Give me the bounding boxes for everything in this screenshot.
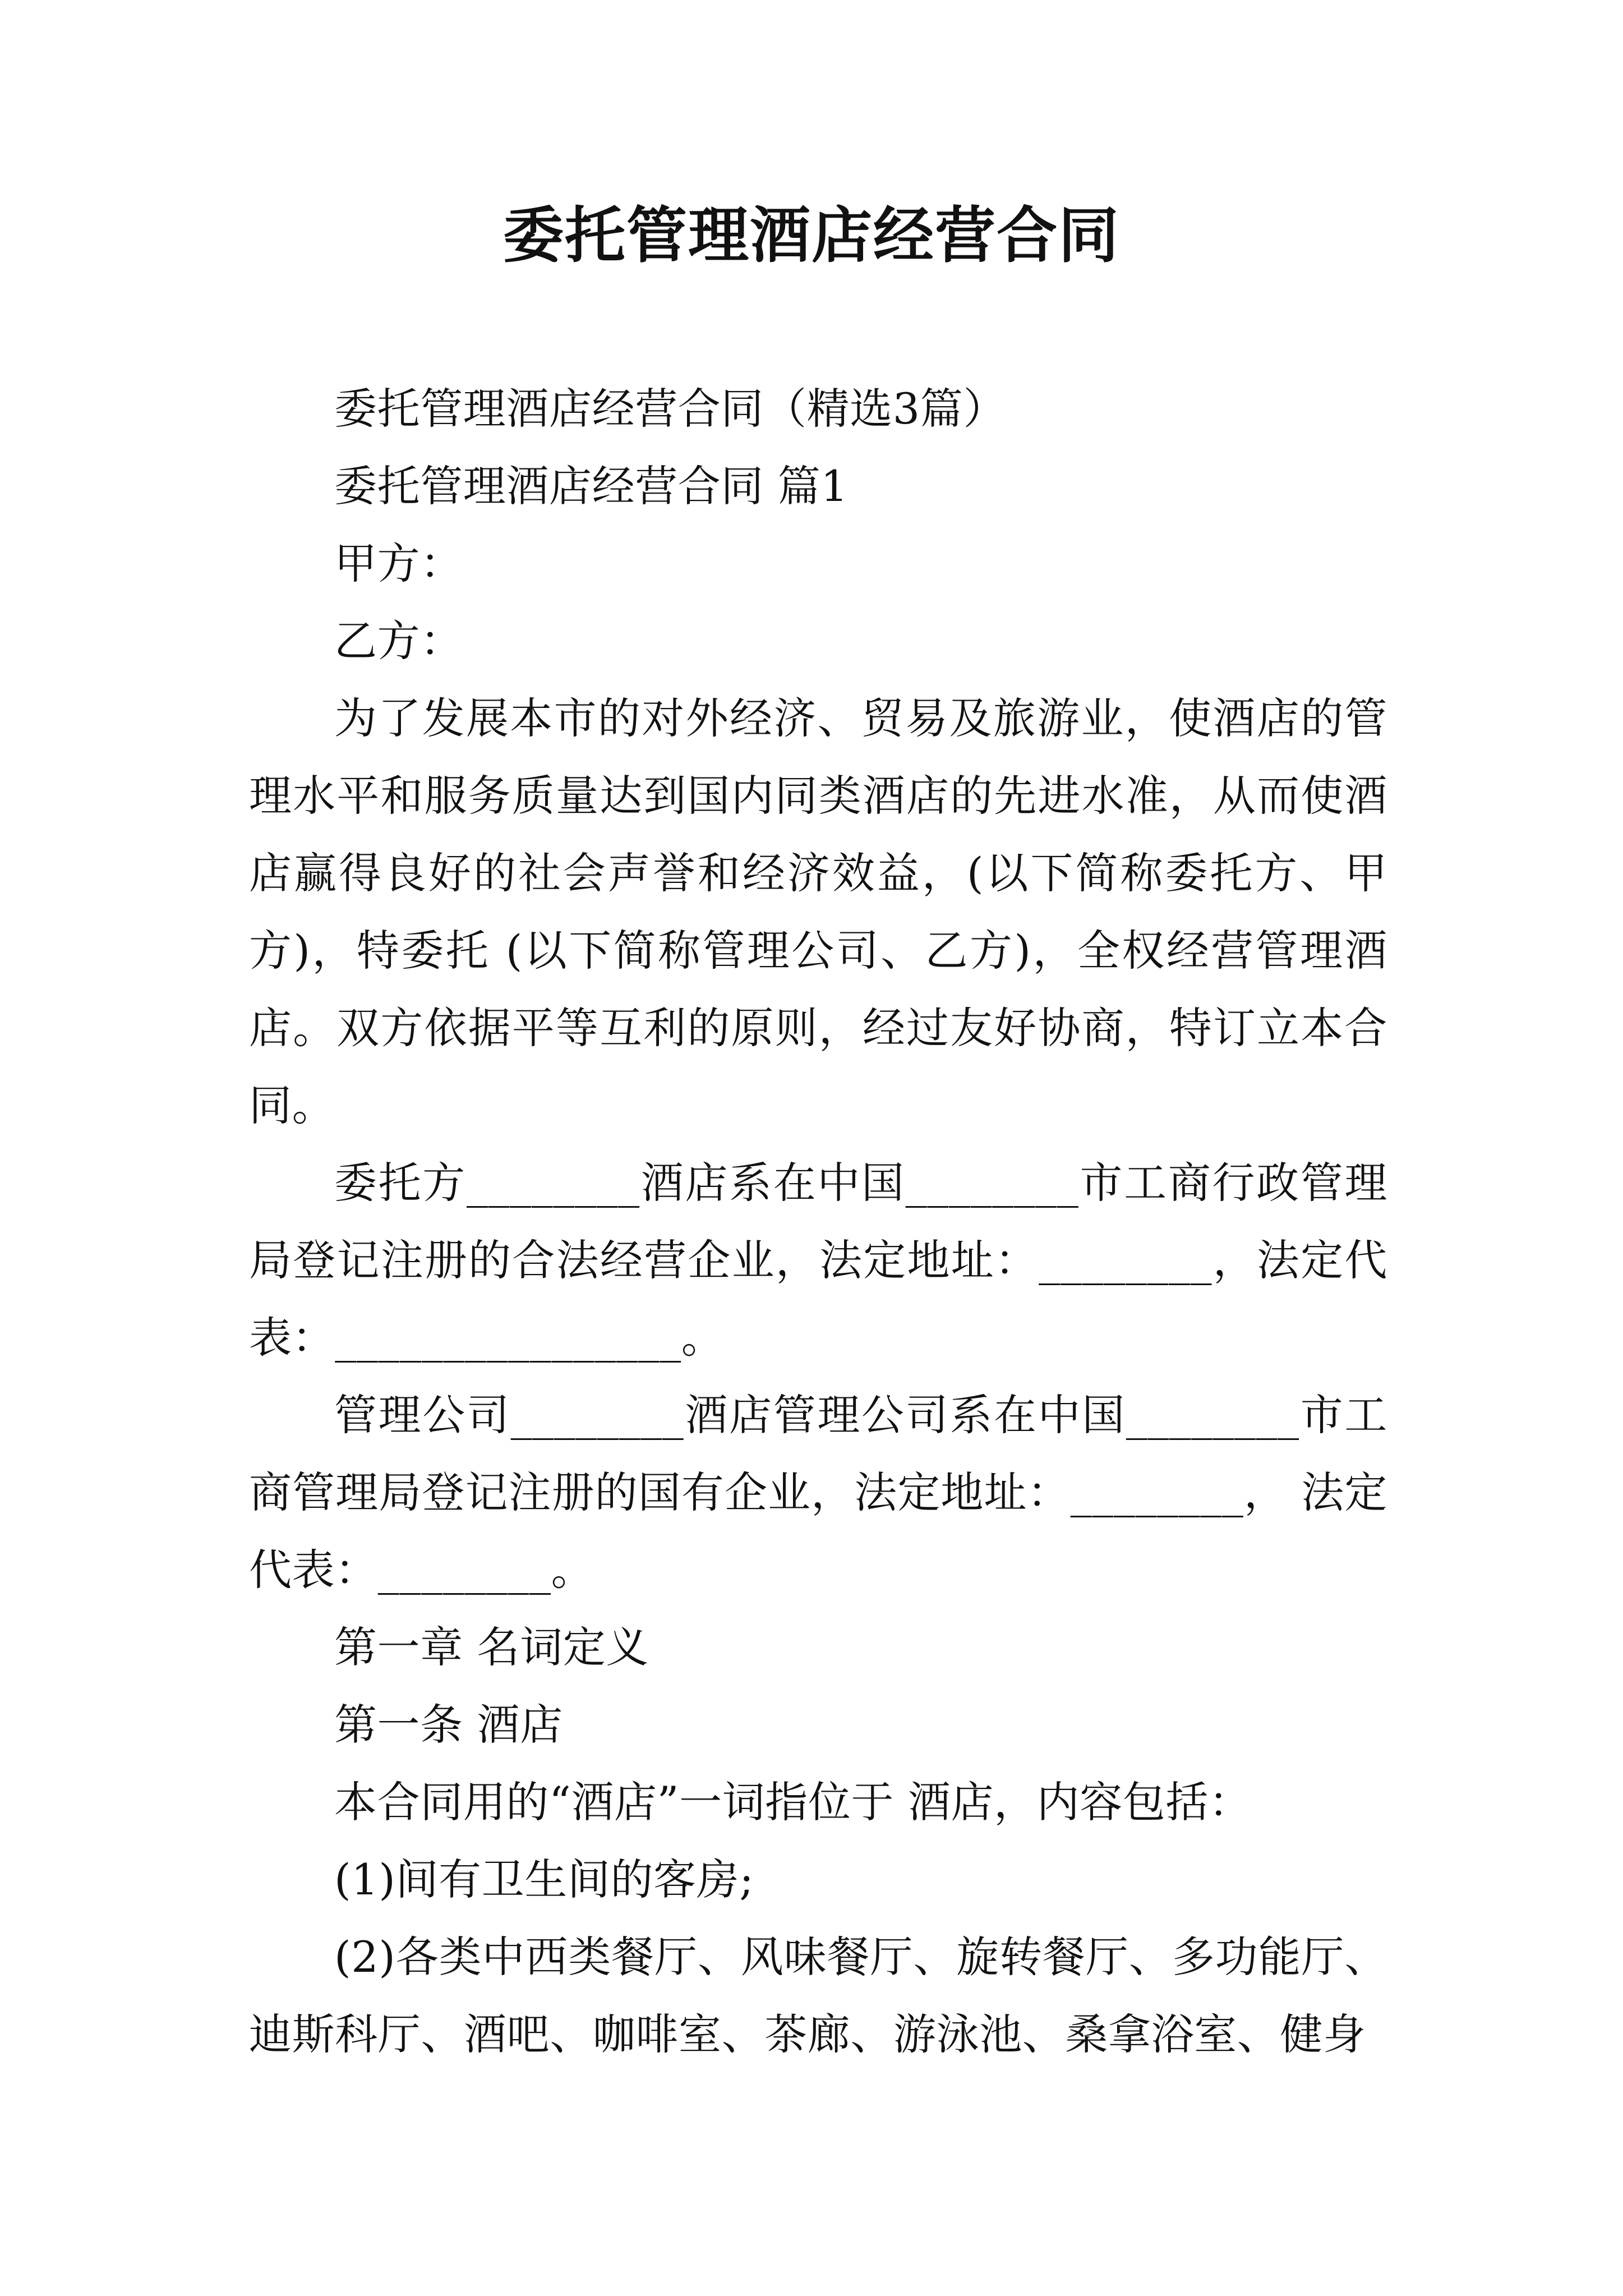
preamble-paragraph: 为了发展本市的对外经济、贸易及旅游业，使酒店的管理水平和服务质量达到国内同类酒店的先进水准，从而使酒店赢得良好的社会声誉和经济效益，(以下简称委托方、甲方)，特委托 (以下简称管理公司、乙方)，全权经营管理酒店。双方依据平等互利的原则，经过友好协商，特订立本合同。 [249, 693, 1387, 1130]
section-heading: 委托管理酒店经营合同 篇1 [334, 461, 849, 511]
document-title: 委托管理酒店经营合同 [502, 200, 1120, 271]
definition-paragraph: 本合同用的“酒店”一词指位于 酒店，内容包括： [334, 1777, 1252, 1827]
manager-info-paragraph: 管理公司________酒店管理公司系在中国________市工商管理局登记注册的国有企业，法定地址：________， 法定代表：________。 [249, 1390, 1387, 1595]
party-b-line: 乙方： [334, 616, 463, 666]
list-item: (2)各类中西类餐厅、风味餐厅、旋转餐厅、多功能厅、迪斯科厅、酒吧、咖啡室、茶廊、游泳池、桑拿浴室、健身 [249, 1932, 1387, 2059]
party-a-line: 甲方： [334, 539, 463, 588]
document-body [249, 370, 1387, 2073]
chapter-heading: 第一章 名词定义 [334, 1622, 649, 1672]
list-item: (1)间有卫生间的客房; [334, 1855, 754, 1904]
subtitle-paragraph: 委托管理酒店经营合同（精选3篇） [334, 384, 1006, 434]
article-heading: 第一条 酒店 [334, 1700, 563, 1750]
principal-info-paragraph: 委托方________酒店系在中国________市工商行政管理局登记注册的合法经营企业，法定地址：________，法定代表：________________。 [249, 1158, 1387, 1363]
